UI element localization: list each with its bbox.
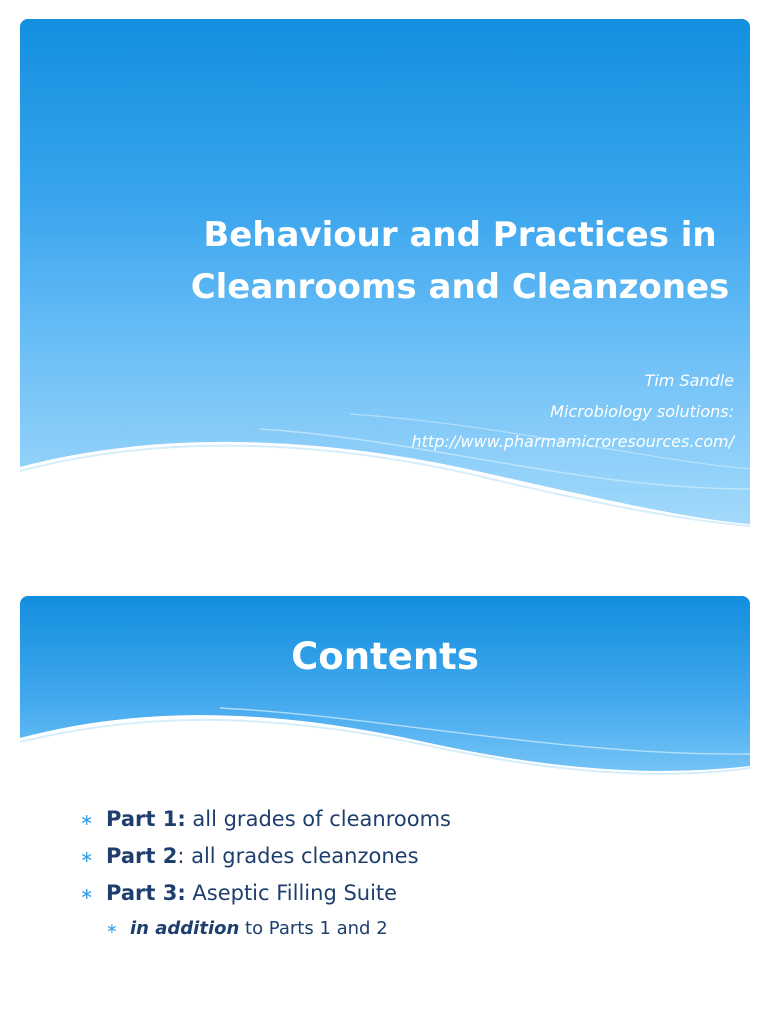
subitem-label: in addition: [130, 918, 240, 939]
item-label: Part 1:: [106, 807, 186, 831]
bullet-asterisk-icon: ∗: [106, 921, 118, 937]
contents-list: [80, 801, 451, 946]
list-item: [80, 838, 451, 875]
author-block: [412, 366, 735, 458]
item-label: Part 2: [106, 844, 178, 868]
item-text: : all grades cleanzones: [177, 844, 419, 868]
subitem-text: to Parts 1 and 2: [239, 918, 388, 939]
title-line-1: Behaviour and Practices in: [203, 215, 717, 255]
bullet-asterisk-icon: ∗: [80, 810, 94, 829]
sub-list-item: [80, 912, 451, 946]
bullet-asterisk-icon: ∗: [80, 847, 94, 866]
item-text: all grades of cleanrooms: [185, 807, 451, 831]
item-label: Part 3:: [106, 881, 186, 905]
item-text: Aseptic Filling Suite: [185, 881, 398, 905]
bullet-asterisk-icon: ∗: [80, 884, 94, 903]
title-line-2: Cleanrooms and Cleanzones: [190, 267, 730, 307]
list-item: [80, 875, 451, 912]
organization: Microbiology solutions:: [550, 401, 734, 421]
contents-slide: [20, 596, 750, 1024]
contents-title: Contents: [291, 635, 479, 678]
contents-wave: [20, 596, 750, 796]
author-name: Tim Sandle: [644, 371, 734, 390]
slide-title: [170, 209, 750, 313]
title-slide: [20, 19, 750, 544]
website-url: http://www.pharmamicroresources.com/: [411, 432, 734, 451]
list-item: [80, 801, 451, 838]
